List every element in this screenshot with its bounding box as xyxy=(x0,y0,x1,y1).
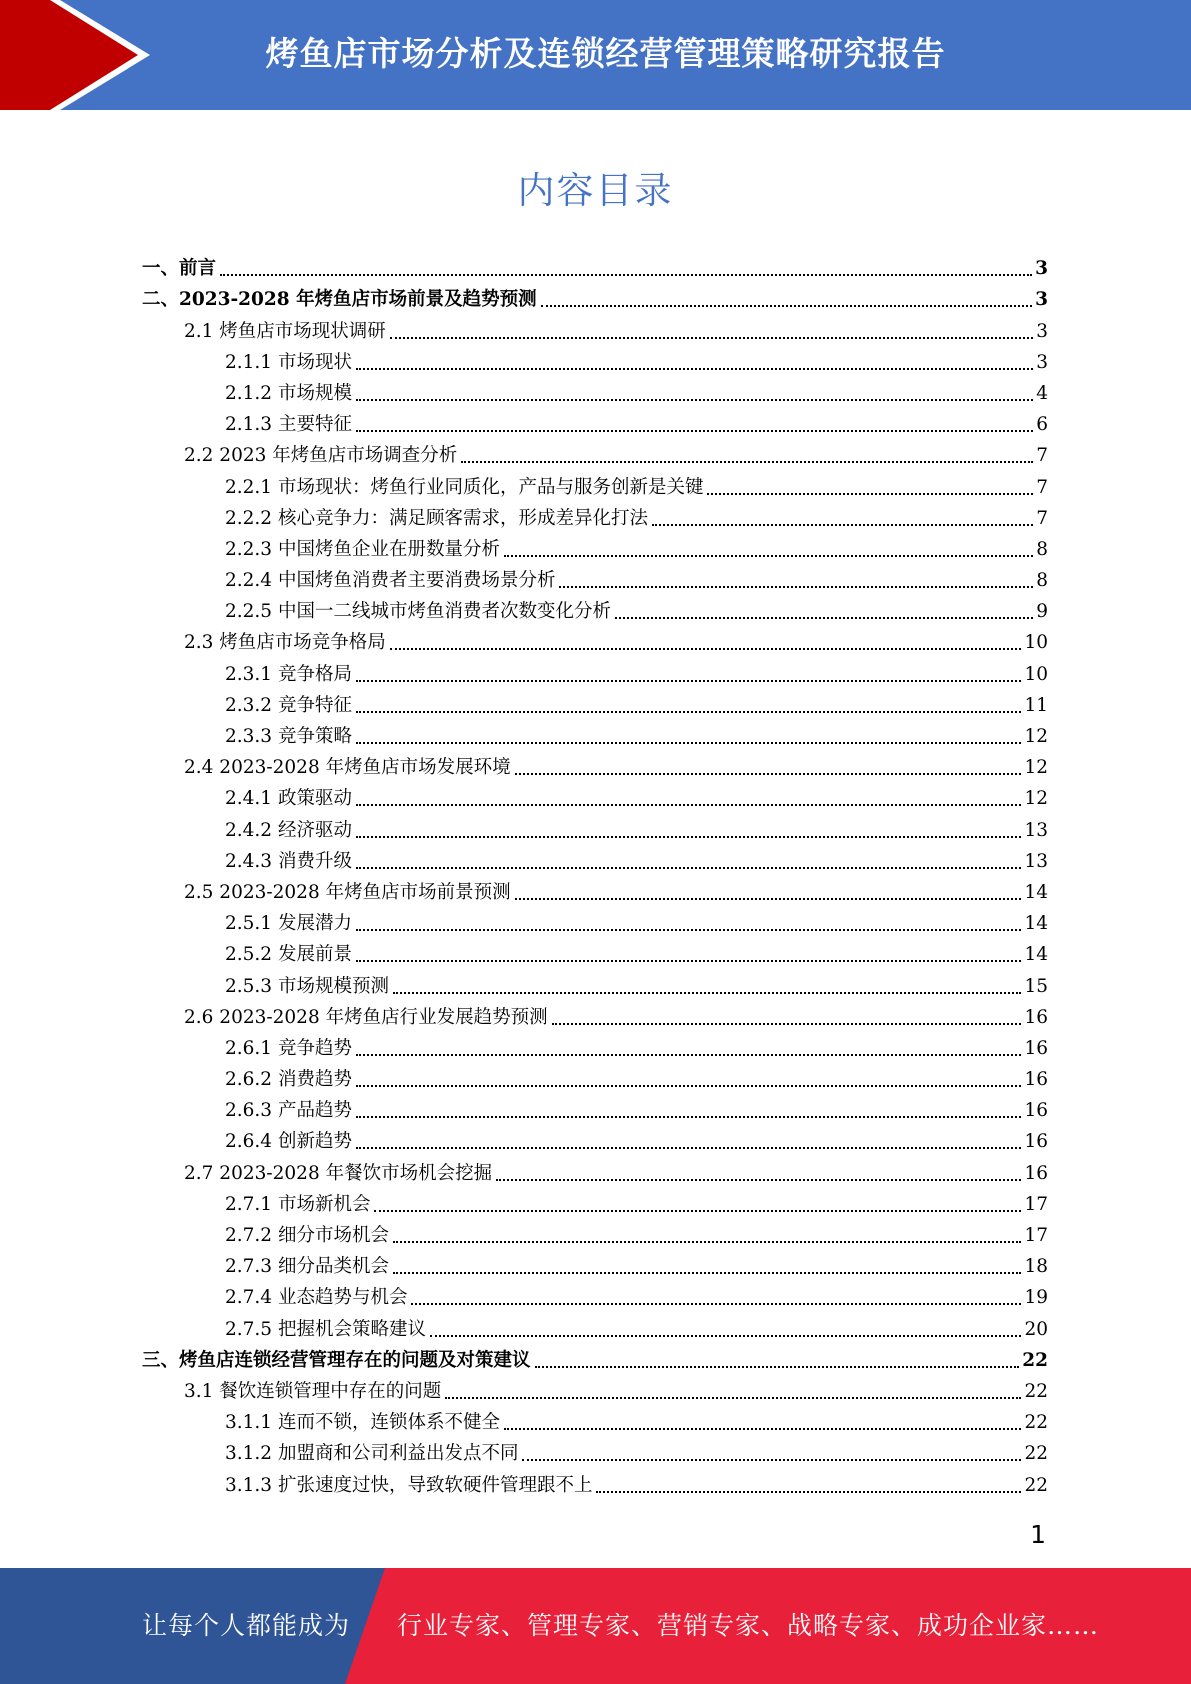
toc-dot-leader xyxy=(356,929,1022,931)
toc-entry-page: 17 xyxy=(1024,1225,1048,1246)
toc-entry-title: 2.1.1 市场现状 xyxy=(225,351,352,373)
toc-entry[interactable] xyxy=(142,814,1048,845)
toc-entry[interactable] xyxy=(142,503,1048,534)
footer-banner xyxy=(0,1568,1191,1684)
toc-entry[interactable] xyxy=(142,1095,1048,1126)
toc-entry[interactable] xyxy=(142,315,1048,346)
toc-entry-page: 7 xyxy=(1036,445,1048,467)
toc-entry[interactable] xyxy=(142,1220,1048,1251)
toc-dot-leader xyxy=(356,1116,1022,1118)
toc-entry-title: 2.6.4 创新趋势 xyxy=(225,1131,352,1153)
toc-entry-title: 2.7 2023-2028 年餐饮市场机会挖掘 xyxy=(184,1162,493,1184)
toc-entry[interactable] xyxy=(142,565,1048,596)
toc-entry-title: 2.4.2 经济驱动 xyxy=(225,819,352,841)
toc-entry[interactable] xyxy=(142,752,1048,783)
toc-entry[interactable] xyxy=(142,783,1048,814)
toc-entry-page: 22 xyxy=(1024,1443,1048,1465)
toc-entry-page: 4 xyxy=(1036,382,1048,404)
toc-entry-title: 2.4.3 消费升级 xyxy=(225,850,352,872)
toc-dot-leader xyxy=(707,493,1033,495)
toc-entry[interactable] xyxy=(142,1345,1048,1376)
toc-entry-title: 2.3.2 竞争特征 xyxy=(225,694,352,716)
toc-entry-page: 16 xyxy=(1024,1100,1048,1122)
toc-entry[interactable] xyxy=(142,690,1048,721)
toc-dot-leader xyxy=(393,1241,1021,1243)
toc-entry-title: 2.5.1 发展潜力 xyxy=(225,913,352,935)
toc-entry-page: 18 xyxy=(1024,1256,1048,1278)
toc-entry-page: 8 xyxy=(1036,570,1048,592)
toc-dot-leader xyxy=(374,1210,1021,1212)
toc-entry-title: 2.6.2 消费趋势 xyxy=(225,1069,352,1091)
toc-entry[interactable] xyxy=(142,658,1048,689)
toc-entry[interactable] xyxy=(142,253,1048,284)
toc-entry-page: 3 xyxy=(1035,289,1048,311)
toc-dot-leader xyxy=(390,648,1022,650)
toc-entry[interactable] xyxy=(142,1282,1048,1313)
toc-dot-leader xyxy=(496,1179,1021,1181)
toc-entry-page: 17 xyxy=(1024,1193,1048,1215)
toc-entry-title: 3.1 餐饮连锁管理中存在的问题 xyxy=(184,1380,442,1402)
toc-dot-leader xyxy=(356,430,1033,432)
toc-entry[interactable] xyxy=(142,1313,1048,1344)
toc-entry-page: 6 xyxy=(1036,414,1048,436)
toc-entry-title: 2.2.4 中国烤鱼消费者主要消费场景分析 xyxy=(225,570,556,592)
toc-entry-title: 3.1.3 扩张速度过快，导致软硬件管理跟不上 xyxy=(225,1474,593,1496)
toc-entry[interactable] xyxy=(142,1002,1048,1033)
toc-entry-title: 2.4.1 政策驱动 xyxy=(225,788,352,810)
toc-entry-title: 2.5.3 市场规模预测 xyxy=(225,975,389,997)
toc-dot-leader xyxy=(393,992,1021,994)
toc-entry-title: 2.1 烤鱼店市场现状调研 xyxy=(184,320,386,342)
toc-entry[interactable] xyxy=(142,1407,1048,1438)
footer-slogan-right: 行业专家、管理专家、营销专家、战略专家、成功企业家…… xyxy=(397,1611,1100,1640)
toc-entry[interactable] xyxy=(142,347,1048,378)
toc-entry-title: 2.2 2023 年烤鱼店市场调查分析 xyxy=(184,445,458,467)
toc-entry[interactable] xyxy=(142,284,1048,315)
toc-entry-page: 22 xyxy=(1022,1349,1048,1371)
toc-entry-page: 9 xyxy=(1036,601,1048,623)
toc-entry-page: 16 xyxy=(1024,1006,1048,1028)
toc-dot-leader xyxy=(541,305,1033,307)
page-number: 1 xyxy=(1030,1520,1046,1549)
toc-entry-title: 2.3 烤鱼店市场竞争格局 xyxy=(184,632,386,654)
toc-dot-leader xyxy=(515,773,1022,775)
toc-entry[interactable] xyxy=(142,596,1048,627)
toc-entry[interactable] xyxy=(142,1251,1048,1282)
toc-entry-page: 7 xyxy=(1036,507,1048,529)
toc-entry[interactable] xyxy=(142,908,1048,939)
toc-entry-title: 2.1.3 主要特征 xyxy=(225,414,352,436)
toc-entry-title: 三、烤鱼店连锁经营管理存在的问题及对策建议 xyxy=(142,1349,531,1371)
toc-dot-leader xyxy=(356,1054,1022,1056)
toc-entry-title: 2.3.3 竞争策略 xyxy=(225,726,352,747)
toc-entry-title: 2.6 2023-2028 年烤鱼店行业发展趋势预测 xyxy=(184,1006,548,1028)
toc-entry[interactable] xyxy=(142,440,1048,471)
toc-entry-page: 12 xyxy=(1024,726,1048,747)
toc-dot-leader xyxy=(445,1397,1021,1399)
toc-entry-title: 2.7.2 细分市场机会 xyxy=(225,1225,389,1246)
toc-entry-page: 11 xyxy=(1024,694,1048,716)
toc-dot-leader xyxy=(515,898,1022,900)
toc-entry[interactable] xyxy=(142,1064,1048,1095)
toc-dot-leader xyxy=(356,1147,1022,1149)
toc-dot-leader xyxy=(461,461,1033,463)
toc-entry-title: 2.4 2023-2028 年烤鱼店市场发展环境 xyxy=(184,757,511,779)
toc-heading: 内容目录 xyxy=(517,169,674,212)
toc-entry-title: 一、前言 xyxy=(142,258,217,280)
toc-entry-title: 二、2023-2028 年烤鱼店市场前景及趋势预测 xyxy=(142,289,537,311)
toc-dot-leader xyxy=(220,274,1032,276)
toc-entry-page: 13 xyxy=(1024,850,1048,872)
toc-entry[interactable] xyxy=(142,877,1048,908)
toc-entry-page: 22 xyxy=(1024,1380,1048,1402)
toc-entry-page: 10 xyxy=(1024,663,1048,685)
toc-dot-leader xyxy=(356,867,1022,869)
toc-entry-title: 2.5 2023-2028 年烤鱼店市场前景预测 xyxy=(184,881,511,903)
toc-entry-page: 14 xyxy=(1024,881,1048,903)
toc-entry[interactable] xyxy=(142,939,1048,970)
toc-entry-title: 3.1.1 连而不锁，连锁体系不健全 xyxy=(225,1412,500,1434)
toc-entry[interactable] xyxy=(142,1126,1048,1157)
toc-entry-title: 3.1.2 加盟商和公司利益出发点不同 xyxy=(225,1443,519,1465)
toc-entry[interactable] xyxy=(142,378,1048,409)
toc-dot-leader xyxy=(356,680,1022,682)
toc-entry[interactable] xyxy=(142,846,1048,877)
toc-entry[interactable] xyxy=(142,1033,1048,1064)
header-banner xyxy=(0,0,1191,110)
toc-entry-page: 10 xyxy=(1024,632,1048,654)
toc-entry-title: 2.7.5 把握机会策略建议 xyxy=(225,1318,426,1340)
toc-dot-leader xyxy=(596,1491,1021,1493)
toc-entry-page: 16 xyxy=(1024,1131,1048,1153)
toc-entry-title: 2.7.3 细分品类机会 xyxy=(225,1256,389,1278)
toc-dot-leader xyxy=(652,524,1033,526)
footer-slogan-left: 让每个人都能成为 xyxy=(142,1611,351,1640)
table-of-contents xyxy=(142,253,1048,1501)
toc-entry-page: 19 xyxy=(1024,1287,1048,1309)
toc-entry[interactable] xyxy=(142,1438,1048,1469)
toc-entry-title: 2.2.2 核心竞争力：满足顾客需求，形成差异化打法 xyxy=(225,507,648,529)
toc-entry-page: 15 xyxy=(1024,975,1048,997)
toc-entry-page: 16 xyxy=(1024,1162,1048,1184)
toc-dot-leader xyxy=(356,960,1022,962)
toc-entry[interactable] xyxy=(142,1469,1048,1500)
toc-entry-title: 2.2.1 市场现状：烤鱼行业同质化，产品与服务创新是关键 xyxy=(225,476,704,498)
toc-entry-title: 2.6.1 竞争趋势 xyxy=(225,1037,352,1059)
toc-entry-page: 13 xyxy=(1024,819,1048,841)
toc-entry[interactable] xyxy=(142,471,1048,502)
toc-dot-leader xyxy=(356,399,1033,401)
toc-entry[interactable] xyxy=(142,721,1048,752)
toc-entry-page: 3 xyxy=(1036,351,1048,373)
toc-entry-page: 22 xyxy=(1024,1412,1048,1434)
toc-dot-leader xyxy=(522,1459,1021,1461)
toc-dot-leader xyxy=(504,555,1033,557)
toc-entry-page: 14 xyxy=(1024,913,1048,935)
toc-entry[interactable] xyxy=(142,409,1048,440)
toc-entry[interactable] xyxy=(142,534,1048,565)
toc-entry-title: 2.1.2 市场规模 xyxy=(225,382,352,404)
toc-dot-leader xyxy=(356,368,1033,370)
toc-entry-page: 7 xyxy=(1036,476,1048,498)
toc-entry[interactable] xyxy=(142,1376,1048,1407)
toc-entry[interactable] xyxy=(142,1157,1048,1188)
toc-dot-leader xyxy=(356,742,1022,744)
report-title: 烤鱼店市场分析及连锁经营管理策略研究报告 xyxy=(265,34,946,73)
toc-entry-page: 3 xyxy=(1035,258,1048,280)
toc-dot-leader xyxy=(356,711,1022,713)
toc-entry-page: 3 xyxy=(1036,320,1048,342)
toc-entry[interactable] xyxy=(142,1189,1048,1220)
toc-dot-leader xyxy=(552,1023,1022,1025)
toc-dot-leader xyxy=(356,1085,1022,1087)
toc-entry-title: 2.7.1 市场新机会 xyxy=(225,1193,371,1215)
toc-entry-title: 2.2.5 中国一二线城市烤鱼消费者次数变化分析 xyxy=(225,601,611,623)
toc-entry-page: 16 xyxy=(1024,1069,1048,1091)
toc-dot-leader xyxy=(356,804,1022,806)
toc-entry-title: 2.7.4 业态趋势与机会 xyxy=(225,1287,408,1309)
toc-dot-leader xyxy=(504,1428,1021,1430)
toc-dot-leader xyxy=(559,586,1033,588)
toc-dot-leader xyxy=(393,1272,1021,1274)
toc-entry-page: 16 xyxy=(1024,1037,1048,1059)
toc-entry-title: 2.5.2 发展前景 xyxy=(225,944,352,966)
toc-entry-page: 8 xyxy=(1036,538,1048,560)
toc-entry-page: 12 xyxy=(1024,788,1048,810)
toc-entry[interactable] xyxy=(142,970,1048,1001)
toc-entry-title: 2.2.3 中国烤鱼企业在册数量分析 xyxy=(225,538,500,560)
toc-dot-leader xyxy=(390,337,1033,339)
toc-entry-page: 20 xyxy=(1024,1318,1048,1340)
toc-entry-page: 12 xyxy=(1024,757,1048,779)
toc-dot-leader xyxy=(356,836,1022,838)
toc-dot-leader xyxy=(411,1303,1021,1305)
toc-entry-page: 14 xyxy=(1024,944,1048,966)
toc-dot-leader xyxy=(535,1366,1020,1368)
toc-entry-title: 2.6.3 产品趋势 xyxy=(225,1100,352,1122)
toc-entry[interactable] xyxy=(142,627,1048,658)
toc-entry-page: 22 xyxy=(1024,1474,1048,1496)
toc-dot-leader xyxy=(430,1335,1021,1337)
toc-dot-leader xyxy=(615,617,1033,619)
toc-entry-title: 2.3.1 竞争格局 xyxy=(225,663,352,685)
